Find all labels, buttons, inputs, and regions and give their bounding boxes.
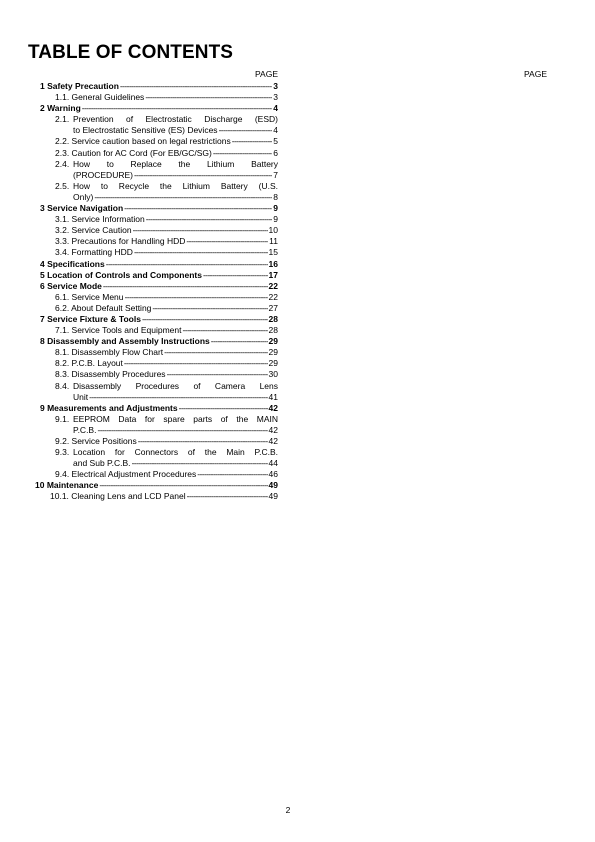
dot-leader bbox=[124, 203, 272, 214]
dot-leader bbox=[120, 81, 272, 92]
toc-entry-page: 49 bbox=[268, 480, 278, 491]
toc-entry-title: 2.2. Service caution based on legal restrictions bbox=[55, 136, 231, 147]
toc-entry[interactable] bbox=[28, 92, 278, 103]
dot-leader bbox=[213, 148, 272, 159]
dot-leader bbox=[132, 458, 268, 469]
toc-entry-line bbox=[55, 125, 278, 136]
toc-entry[interactable] bbox=[28, 181, 278, 203]
toc-entry-page: 22 bbox=[268, 291, 278, 302]
toc-entry-page: 6 bbox=[273, 147, 278, 158]
dot-leader bbox=[97, 425, 267, 436]
toc-entry-page: 4 bbox=[273, 103, 278, 114]
toc-entry-title: 8 Disassembly and Assembly Instructions bbox=[40, 336, 210, 347]
toc-entry-page: 7 bbox=[273, 169, 278, 180]
dot-leader bbox=[167, 369, 268, 380]
toc-entry-title: Location for Connectors of the Main P.C.B. bbox=[73, 447, 278, 458]
toc-section[interactable] bbox=[28, 281, 278, 292]
toc-entry-title: How to Replace the Lithium Battery bbox=[73, 158, 278, 169]
dot-leader bbox=[146, 214, 273, 225]
toc-entry[interactable] bbox=[28, 436, 278, 447]
toc-section[interactable] bbox=[28, 403, 278, 414]
toc-entry[interactable] bbox=[28, 414, 278, 436]
toc-entry-page: 28 bbox=[268, 313, 278, 324]
toc-entry[interactable] bbox=[28, 469, 278, 480]
dot-leader bbox=[142, 314, 268, 325]
toc-entry-page: 16 bbox=[268, 258, 278, 269]
toc-entry-page: 42 bbox=[268, 424, 278, 435]
dot-leader bbox=[82, 103, 272, 114]
toc-entry[interactable] bbox=[28, 303, 278, 314]
toc-entry-title: 7.1. Service Tools and Equipment bbox=[55, 325, 182, 336]
toc-entry-page: 49 bbox=[268, 491, 278, 502]
toc-entry-page: 5 bbox=[273, 136, 278, 147]
toc-entry-title: 9 Measurements and Adjustments bbox=[40, 402, 178, 413]
toc-entry[interactable] bbox=[28, 358, 278, 369]
toc-entry[interactable] bbox=[28, 369, 278, 380]
table-of-contents bbox=[28, 81, 278, 503]
toc-entry-title-continued: Unit bbox=[73, 391, 89, 402]
dot-leader bbox=[134, 247, 268, 258]
toc-entry-page: 28 bbox=[268, 325, 278, 336]
toc-entry-page: 10 bbox=[268, 225, 278, 236]
toc-entry-title: 5 Location of Controls and Components bbox=[40, 269, 202, 280]
toc-entry[interactable] bbox=[28, 159, 278, 181]
dot-leader bbox=[187, 491, 268, 502]
toc-entry-title: Disassembly Procedures of Camera Lens bbox=[73, 380, 278, 391]
dot-leader bbox=[182, 325, 267, 336]
toc-entry-line bbox=[55, 425, 278, 436]
toc-entry-page: 42 bbox=[268, 436, 278, 446]
toc-section[interactable] bbox=[28, 103, 278, 114]
toc-entry-title: 1 Safety Precaution bbox=[40, 81, 119, 91]
toc-entry-page: 3 bbox=[273, 81, 278, 91]
toc-entry-title: 4 Specifications bbox=[40, 258, 105, 269]
toc-entry-page: 11 bbox=[269, 236, 278, 247]
dot-leader bbox=[89, 392, 267, 403]
page-column-heading-left: PAGE bbox=[255, 69, 278, 79]
dot-leader bbox=[232, 136, 273, 147]
dot-leader bbox=[219, 125, 273, 136]
toc-entry-page: 41 bbox=[268, 391, 278, 402]
toc-entry-line bbox=[55, 114, 278, 125]
dot-leader bbox=[211, 336, 268, 347]
toc-entry[interactable] bbox=[28, 247, 278, 258]
toc-entry-title: 10.1. Cleaning Lens and LCD Panel bbox=[50, 491, 186, 502]
toc-entry-line bbox=[55, 170, 278, 181]
toc-entry-page: 30 bbox=[268, 369, 278, 380]
toc-section[interactable] bbox=[28, 259, 278, 270]
toc-entry-title: 7 Service Fixture & Tools bbox=[40, 313, 141, 324]
toc-entry-title: 3.3. Precautions for Handling HDD bbox=[55, 236, 186, 247]
dot-leader bbox=[106, 259, 268, 270]
toc-entry[interactable] bbox=[28, 136, 278, 147]
toc-entry-page: 27 bbox=[268, 302, 278, 313]
toc-entry-title: How to Recycle the Lithium Battery (U.S. bbox=[73, 180, 278, 191]
dot-leader bbox=[138, 436, 268, 447]
toc-entry-page: 29 bbox=[268, 347, 278, 358]
toc-section[interactable] bbox=[28, 314, 278, 325]
toc-entry-title: 8.1. Disassembly Flow Chart bbox=[55, 347, 164, 358]
toc-entry-page: 8 bbox=[273, 191, 278, 202]
toc-entry-title: 3.1. Service Information bbox=[55, 214, 145, 225]
dot-leader bbox=[145, 92, 272, 103]
page-number: 2 bbox=[285, 805, 291, 815]
toc-entry-line bbox=[55, 159, 278, 170]
toc-entry-page: 4 bbox=[273, 125, 278, 136]
dot-leader bbox=[186, 236, 268, 247]
toc-entry-page: 15 bbox=[268, 247, 278, 258]
toc-section[interactable] bbox=[28, 480, 278, 491]
toc-entry-page: 3 bbox=[273, 92, 278, 103]
toc-entry-number: 2.1. bbox=[55, 114, 70, 125]
toc-entry-title: 9.2. Service Positions bbox=[55, 436, 137, 446]
toc-entry-title: Prevention of Electrostatic Discharge (ESD) bbox=[73, 114, 278, 125]
toc-entry-line bbox=[55, 458, 278, 469]
toc-entry-number: 9.3. bbox=[55, 447, 70, 458]
toc-entry-page: 29 bbox=[268, 358, 278, 369]
toc-entry-page: 29 bbox=[268, 336, 278, 347]
toc-entry-line bbox=[55, 181, 278, 192]
toc-entry-title: 3.4. Formatting HDD bbox=[55, 247, 133, 258]
toc-entry[interactable] bbox=[28, 347, 278, 358]
dot-leader bbox=[203, 270, 268, 281]
toc-entry-title: 9.4. Electrical Adjustment Procedures bbox=[55, 469, 197, 480]
toc-entry[interactable] bbox=[28, 148, 278, 159]
toc-entry-title: 8.3. Disassembly Procedures bbox=[55, 369, 166, 380]
dot-leader bbox=[103, 281, 268, 292]
toc-section[interactable] bbox=[28, 270, 278, 281]
toc-entry-page: 44 bbox=[268, 458, 278, 469]
toc-entry[interactable] bbox=[28, 381, 278, 403]
toc-entry[interactable] bbox=[28, 447, 278, 469]
dot-leader bbox=[124, 358, 268, 369]
toc-entry-title: 2.3. Caution for AC Cord (For EB/GC/SG) bbox=[55, 147, 212, 158]
toc-entry-title: 6 Service Mode bbox=[40, 280, 102, 291]
dot-leader bbox=[134, 170, 272, 181]
toc-entry-title: EEPROM Data for spare parts of the MAIN bbox=[73, 413, 278, 424]
toc-entry-line bbox=[55, 192, 278, 203]
toc-entry-title: 1.1. General Guidelines bbox=[55, 92, 145, 103]
toc-entry-line bbox=[55, 392, 278, 403]
toc-entry-number: 8.4. bbox=[55, 380, 70, 391]
toc-entry-title-continued: P.C.B. bbox=[73, 424, 97, 435]
toc-entry-number: 2.4. bbox=[55, 158, 70, 169]
toc-entry-page: 22 bbox=[268, 280, 278, 291]
toc-entry[interactable] bbox=[28, 225, 278, 236]
dot-leader bbox=[94, 192, 272, 203]
toc-entry-page: 9 bbox=[273, 214, 278, 225]
dot-leader bbox=[164, 347, 267, 358]
toc-entry-title: 3 Service Navigation bbox=[40, 203, 124, 214]
page-title: TABLE OF CONTENTS bbox=[28, 42, 234, 63]
toc-entry-line bbox=[55, 414, 278, 425]
toc-entry-line bbox=[55, 381, 278, 392]
toc-section[interactable] bbox=[28, 81, 278, 92]
dot-leader bbox=[125, 292, 268, 303]
toc-entry[interactable] bbox=[28, 292, 278, 303]
toc-entry-page: 46 bbox=[268, 469, 278, 480]
dot-leader bbox=[179, 403, 268, 414]
toc-entry-title: 10 Maintenance bbox=[35, 480, 99, 491]
toc-entry-page: 9 bbox=[273, 203, 278, 214]
toc-section[interactable] bbox=[28, 203, 278, 214]
toc-entry-title: 6.2. About Default Setting bbox=[55, 302, 152, 313]
dot-leader bbox=[133, 225, 268, 236]
dot-leader bbox=[197, 469, 267, 480]
toc-entry-page: 42 bbox=[268, 402, 278, 413]
toc-entry-title-continued: and Sub P.C.B. bbox=[73, 458, 131, 469]
toc-entry-title-continued: (PROCEDURE) bbox=[73, 169, 133, 180]
toc-entry-page: 17 bbox=[268, 269, 278, 280]
toc-entry-title: 3.2. Service Caution bbox=[55, 225, 132, 236]
toc-entry-line bbox=[55, 447, 278, 458]
toc-entry-title-continued: to Electrostatic Sensitive (ES) Devices bbox=[73, 125, 218, 136]
toc-entry[interactable] bbox=[28, 114, 278, 136]
toc-entry-title: 6.1. Service Menu bbox=[55, 291, 124, 302]
toc-entry[interactable] bbox=[28, 325, 278, 336]
toc-entry-title: 8.2. P.C.B. Layout bbox=[55, 358, 123, 369]
toc-entry-title-continued: Only) bbox=[73, 191, 94, 202]
page-column-heading-right: PAGE bbox=[524, 69, 547, 79]
toc-entry[interactable] bbox=[28, 236, 278, 247]
dot-leader bbox=[152, 303, 267, 314]
dot-leader bbox=[99, 480, 267, 491]
toc-entry-number: 9.1. bbox=[55, 413, 70, 424]
toc-entry[interactable] bbox=[28, 214, 278, 225]
toc-entry-number: 2.5. bbox=[55, 180, 70, 191]
toc-section[interactable] bbox=[28, 336, 278, 347]
toc-entry[interactable] bbox=[28, 491, 278, 502]
toc-entry-title: 2 Warning bbox=[40, 103, 81, 114]
